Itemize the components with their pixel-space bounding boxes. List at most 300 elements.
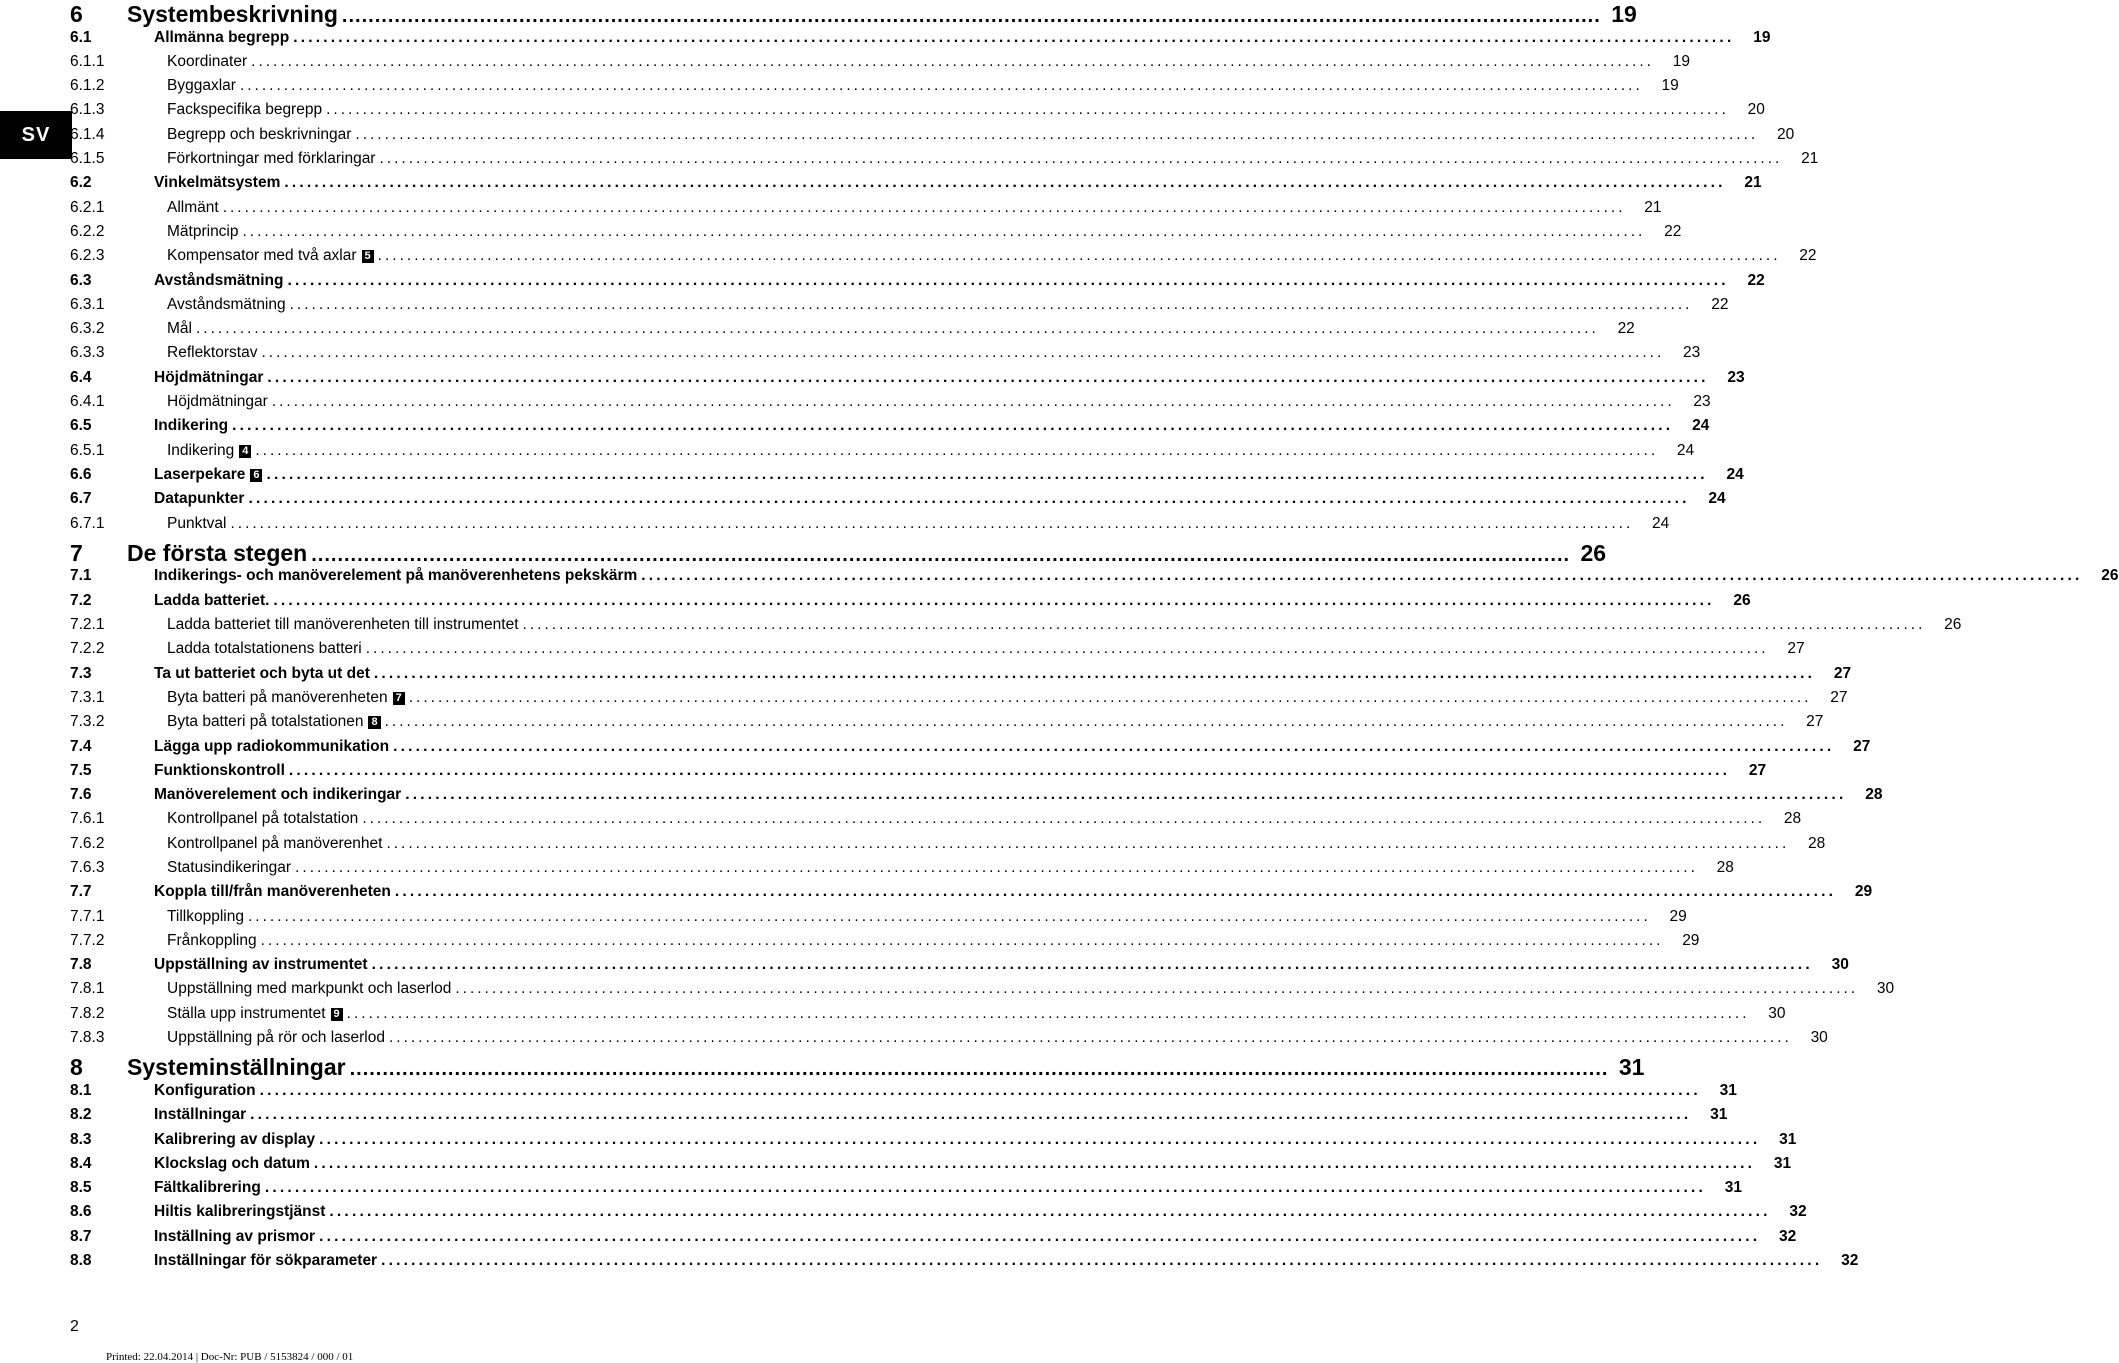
toc-entry[interactable] <box>70 1106 1728 1130</box>
toc-entry-page: 22 <box>1799 247 1817 265</box>
figure-reference-badge: 7 <box>393 692 405 705</box>
toc-leader-dots <box>355 126 1758 144</box>
toc-entry-number: 6.1.3 <box>70 101 105 119</box>
toc-entry-page: 23 <box>1727 368 1745 386</box>
toc-entry-number: 6.1.1 <box>70 52 105 70</box>
toc-entry-title <box>167 689 405 707</box>
toc-leader-dots <box>250 1106 1691 1124</box>
page-number: 2 <box>70 1318 79 1335</box>
toc-entry[interactable] <box>70 713 1824 737</box>
toc-entry-page: 24 <box>1708 490 1726 508</box>
toc-leader-dots <box>319 1228 1760 1246</box>
print-footer: Printed: 22.04.2014 | Doc-Nr: PUB / 5153824 / 000 / 01 <box>106 1351 354 1363</box>
toc-leader-dots <box>248 490 1689 508</box>
toc-entry-number: 6.5 <box>70 417 92 435</box>
toc-entry-page: 26 <box>1944 616 1962 634</box>
toc-entry-number: 6.5.1 <box>70 441 105 459</box>
toc-leader-dots <box>342 5 1601 28</box>
toc-entry-title-text: Ställa upp instrumentet <box>167 1004 326 1022</box>
toc-leader-dots <box>386 835 1789 853</box>
toc-entry-title-text: Koppla till/från manöverenheten <box>154 883 391 901</box>
toc-entry-number: 7.2 <box>70 591 92 609</box>
toc-entry[interactable] <box>70 52 1690 77</box>
toc-entry-number: 7.3 <box>70 664 92 682</box>
toc-entry[interactable] <box>70 539 1607 568</box>
toc-entry[interactable] <box>70 490 1726 514</box>
toc-entry-number: 7.8 <box>70 956 92 974</box>
toc-entry-title <box>154 1203 325 1221</box>
toc-entry-title-text: Höjdmätningar <box>154 368 264 386</box>
toc-leader-dots <box>273 592 1714 610</box>
toc-leader-dots <box>329 1203 1770 1221</box>
toc-entry-page: 24 <box>1726 465 1744 483</box>
toc-entry-title-text: Frånkoppling <box>167 931 257 949</box>
toc-entry-number: 6.7.1 <box>70 514 105 532</box>
toc-entry-page: 31 <box>1773 1154 1792 1172</box>
toc-leader-dots <box>260 1082 1701 1100</box>
toc-entry-title <box>154 786 401 804</box>
toc-leader-dots <box>255 442 1658 460</box>
toc-entry-page: 32 <box>1789 1203 1807 1221</box>
toc-entry-title-text: Indikering <box>167 441 235 459</box>
toc-entry-page: 27 <box>1806 713 1824 731</box>
toc-leader-dots <box>347 1005 1750 1023</box>
toc-entry-title-text: Uppställning av instrumentet <box>154 956 368 974</box>
toc-entry[interactable] <box>70 1203 1807 1227</box>
toc-entry-title <box>154 417 228 435</box>
toc-entry-number: 6.2 <box>70 174 92 192</box>
toc-entry-number: 6.1.2 <box>70 77 105 95</box>
toc-entry[interactable] <box>70 514 1670 539</box>
toc-entry-title-text: Koordinater <box>167 52 248 70</box>
toc-entry-page: 22 <box>1711 295 1729 313</box>
toc-entry-page: 22 <box>1617 320 1635 338</box>
toc-leader-dots <box>267 369 1708 387</box>
toc-entry-title <box>167 932 257 950</box>
toc-entry-title <box>154 466 262 484</box>
toc-entry-number: 7.4 <box>70 737 92 755</box>
toc-entry-number: 8.1 <box>70 1081 92 1099</box>
toc-leader-dots <box>232 417 1673 435</box>
toc-entry-number: 8.6 <box>70 1203 92 1221</box>
toc-entry[interactable] <box>70 883 1873 907</box>
toc-entry-title <box>127 540 307 567</box>
toc-entry-title-text: Mål <box>167 320 192 338</box>
toc-entry-title <box>127 1 338 28</box>
toc-entry-title-text: Allmänt <box>167 198 219 216</box>
toc-entry[interactable] <box>70 320 1635 344</box>
toc-entry-number: 6.6 <box>70 465 92 483</box>
toc-entry-title <box>167 126 351 144</box>
toc-leader-dots <box>272 393 1675 411</box>
toc-entry-title <box>167 835 382 853</box>
toc-entry-page: 32 <box>1779 1227 1797 1245</box>
toc-entry-number: 7.6.2 <box>70 834 105 852</box>
toc-entry[interactable] <box>70 931 1700 956</box>
toc-leader-dots <box>405 786 1846 804</box>
toc-entry-title <box>167 344 257 362</box>
toc-entry-title-text: Ladda batteriet. <box>154 591 270 609</box>
toc-leader-dots <box>261 344 1664 362</box>
toc-entry[interactable] <box>70 688 1848 713</box>
toc-leader-dots <box>362 810 1765 828</box>
toc-entry[interactable] <box>70 247 1817 271</box>
toc-leader-dots <box>248 908 1651 926</box>
toc-entry[interactable] <box>70 761 1767 786</box>
toc-entry[interactable] <box>70 28 1771 53</box>
toc-entry-page: 30 <box>1768 1004 1786 1022</box>
toc-entry-number: 7.7 <box>70 883 92 901</box>
toc-entry-page: 24 <box>1676 441 1695 459</box>
toc-entry-page: 31 <box>1719 1081 1737 1099</box>
toc-entry-title-text: Klockslag och datum <box>154 1154 310 1172</box>
toc-entry-title-text: Punktval <box>167 514 227 532</box>
toc-entry-number: 8.5 <box>70 1179 92 1197</box>
toc-entry-title <box>167 980 451 998</box>
toc-entry-title-text: Datapunkter <box>154 490 245 508</box>
toc-entry[interactable] <box>70 441 1695 466</box>
toc-entry-number: 6.1.5 <box>70 150 105 168</box>
toc-entry-page: 29 <box>1854 883 1873 901</box>
toc-entry-number: 6.1 <box>70 28 92 46</box>
toc-entry[interactable] <box>70 737 1871 762</box>
toc-entry-title-text: Laserpekare <box>154 465 246 483</box>
toc-leader-dots <box>295 859 1698 877</box>
toc-entry-title-text: Ladda totalstationens batteri <box>167 640 362 658</box>
toc-entry-title-text: Avståndsmätning <box>154 271 284 289</box>
toc-entry-page: 21 <box>1801 150 1819 168</box>
toc-entry[interactable] <box>70 1227 1797 1252</box>
toc-entry[interactable] <box>70 125 1795 150</box>
toc-leader-dots <box>319 1131 1760 1149</box>
toc-entry[interactable] <box>70 1004 1786 1029</box>
toc-leader-dots <box>290 296 1693 314</box>
toc-entry[interactable] <box>70 465 1744 490</box>
toc-entry-title-text: Inställningar för sökparameter <box>154 1252 378 1270</box>
toc-leader-dots <box>289 762 1730 780</box>
toc-entry-title <box>154 592 269 610</box>
toc-entry-number: 6.2.1 <box>70 198 105 216</box>
toc-entry-page: 27 <box>1830 688 1848 706</box>
toc-entry-title-text: Ladda batteriet till manöverenheten till instrumentet <box>167 616 519 634</box>
toc-entry-title-text: Konfiguration <box>154 1081 256 1099</box>
toc-entry-title <box>167 442 251 460</box>
toc-entry-number: 6.3.2 <box>70 320 105 338</box>
toc-entry-number: 8.8 <box>70 1252 92 1270</box>
toc-entry-page: 30 <box>1810 1029 1828 1047</box>
toc-entry-number: 7.8.3 <box>70 1029 105 1047</box>
toc-entry-number: 6.3.1 <box>70 295 105 313</box>
toc-entry-number: 7.8.2 <box>70 1004 105 1022</box>
toc-entry-title <box>154 174 280 192</box>
toc-entry-title <box>167 859 291 877</box>
toc-entry-title-text: Byta batteri på totalstationen <box>167 713 364 731</box>
toc-entry-number: 7.1 <box>70 567 92 585</box>
toc-entry-title <box>167 296 286 314</box>
toc-entry-number: 6.3 <box>70 271 92 289</box>
toc-entry-title-text: Inställningar <box>154 1106 247 1124</box>
toc-entry-title-text: Kontrollpanel på manöverenhet <box>167 834 383 852</box>
toc-entry-page: 28 <box>1808 834 1826 852</box>
table-of-contents <box>70 0 2119 1276</box>
toc-entry-title <box>154 1082 256 1100</box>
toc-leader-dots <box>240 77 1643 95</box>
toc-leader-dots <box>284 174 1725 192</box>
toc-entry[interactable] <box>70 77 1679 101</box>
toc-entry-title-text: Avståndsmätning <box>167 295 286 313</box>
toc-entry-title-text: Inställning av prismor <box>154 1227 316 1245</box>
toc-entry-page: 28 <box>1865 786 1883 804</box>
toc-entry-page: 23 <box>1693 393 1711 411</box>
toc-entry-title <box>154 738 389 756</box>
toc-leader-dots <box>389 1029 1792 1047</box>
toc-entry[interactable] <box>70 980 1895 1004</box>
toc-entry[interactable] <box>70 271 1765 296</box>
toc-entry-title-text: Systeminställningar <box>127 1054 346 1081</box>
toc-entry-title <box>167 515 226 533</box>
toc-entry-title <box>167 616 519 634</box>
toc-entry-title-text: Uppställning på rör och laserlod <box>167 1029 385 1047</box>
toc-entry-page: 29 <box>1669 907 1687 925</box>
toc-entry[interactable] <box>70 907 1687 932</box>
figure-reference-badge: 8 <box>368 716 380 729</box>
toc-leader-dots <box>374 665 1815 683</box>
toc-leader-dots <box>326 101 1729 119</box>
toc-leader-dots <box>641 567 2082 585</box>
toc-entry[interactable] <box>70 616 1962 640</box>
toc-entry[interactable] <box>70 1081 1737 1106</box>
figure-reference-badge: 5 <box>362 250 374 263</box>
toc-entry[interactable] <box>70 174 1762 198</box>
toc-leader-dots <box>385 713 1788 731</box>
toc-entry[interactable] <box>70 198 1662 223</box>
toc-entry-title-text: Indikerings- och manöverelement på manöverenhetens pekskärm <box>154 567 638 585</box>
toc-entry-title <box>167 150 375 168</box>
toc-entry-page: 27 <box>1833 664 1852 682</box>
toc-entry-title-text: Begrepp och beskrivningar <box>167 125 352 143</box>
toc-entry[interactable] <box>70 834 1826 859</box>
toc-entry-title <box>154 369 263 387</box>
toc-entry-page: 30 <box>1831 956 1849 974</box>
toc-entry-title <box>154 1252 377 1270</box>
toc-entry-page: 27 <box>1748 761 1767 779</box>
toc-entry[interactable] <box>70 567 2119 591</box>
toc-entry[interactable] <box>70 1 1637 29</box>
toc-entry-number: 6 <box>70 1 83 27</box>
toc-entry-number: 7.2.1 <box>70 616 105 634</box>
toc-entry-page: 31 <box>1618 1054 1645 1081</box>
toc-entry-title-text: Byta batteri på manöverenheten <box>167 688 388 706</box>
toc-entry[interactable] <box>70 1154 1792 1179</box>
toc-entry[interactable] <box>70 956 1849 980</box>
toc-entry-page: 28 <box>1783 810 1802 828</box>
toc-entry-title <box>167 247 374 265</box>
toc-entry-title <box>154 1106 246 1124</box>
toc-entry[interactable] <box>70 1252 1859 1276</box>
toc-entry-title-text: Mätprincip <box>167 222 239 240</box>
toc-leader-dots <box>266 466 1707 484</box>
toc-entry-page: 22 <box>1747 271 1765 289</box>
toc-entry-page: 30 <box>1876 980 1895 998</box>
toc-entry-title <box>154 1131 315 1149</box>
toc-leader-dots <box>379 150 1782 168</box>
toc-entry-title-text: Kalibrering av display <box>154 1130 316 1148</box>
toc-leader-dots <box>287 272 1728 290</box>
toc-entry-number: 8 <box>70 1054 83 1081</box>
toc-entry[interactable] <box>70 101 1765 125</box>
toc-leader-dots <box>372 956 1813 974</box>
toc-entry-title <box>167 199 219 217</box>
toc-entry-page: 31 <box>1779 1130 1797 1148</box>
toc-entry-number: 7.6 <box>70 786 92 804</box>
toc-entry-page: 24 <box>1692 417 1710 435</box>
toc-entry-title-text: Manöverelement och indikeringar <box>154 786 402 804</box>
toc-entry-page: 21 <box>1644 198 1662 216</box>
toc-entry[interactable] <box>70 1130 1797 1155</box>
toc-entry-page: 32 <box>1841 1252 1859 1270</box>
toc-entry-page: 20 <box>1776 125 1795 143</box>
toc-entry-title <box>167 1005 343 1023</box>
toc-entry-title <box>154 567 637 585</box>
toc-entry-page: 23 <box>1683 344 1701 362</box>
toc-entry-title <box>167 101 322 119</box>
toc-entry[interactable] <box>70 591 1751 616</box>
toc-entry-title-text: Funktionskontroll <box>154 761 285 779</box>
toc-entry-title <box>167 640 362 658</box>
toc-leader-dots <box>523 616 1926 634</box>
toc-entry[interactable] <box>70 417 1710 441</box>
toc-entry-title <box>154 1179 261 1197</box>
toc-leader-dots <box>314 1155 1755 1173</box>
toc-entry-number: 6.1.4 <box>70 125 105 143</box>
toc-entry-title-text: Fackspecifika begrepp <box>167 101 323 119</box>
toc-entry-title <box>167 223 239 241</box>
toc-entry-title-text: Fältkalibrering <box>154 1179 261 1197</box>
toc-entry-title <box>167 1029 385 1047</box>
toc-entry-title-text: Reflektorstav <box>167 344 258 362</box>
toc-leader-dots <box>230 515 1633 533</box>
toc-entry-number: 7.7.2 <box>70 931 105 949</box>
toc-entry-number: 6.2.3 <box>70 247 105 265</box>
toc-entry-page: 19 <box>1661 77 1679 95</box>
toc-entry-number: 6.4.1 <box>70 393 105 411</box>
toc-entry-page: 28 <box>1716 858 1734 876</box>
toc-entry[interactable] <box>70 640 1805 664</box>
toc-entry-title-text: Lägga upp radiokommunikation <box>154 737 390 755</box>
toc-entry-number: 8.3 <box>70 1130 92 1148</box>
toc-leader-dots <box>223 199 1626 217</box>
toc-entry-page: 20 <box>1747 101 1765 119</box>
toc-entry[interactable] <box>70 786 1883 810</box>
toc-entry[interactable] <box>70 1054 1645 1082</box>
toc-entry-title <box>127 1054 346 1081</box>
toc-leader-dots <box>311 544 1570 567</box>
toc-entry-page: 27 <box>1787 640 1805 658</box>
toc-entry[interactable] <box>70 393 1711 417</box>
toc-entry-number: 6.3.3 <box>70 344 105 362</box>
toc-entry-title <box>154 1228 315 1246</box>
toc-entry-title <box>167 713 381 731</box>
toc-leader-dots <box>378 247 1781 265</box>
toc-entry-title <box>167 320 192 338</box>
toc-entry-page: 31 <box>1724 1179 1743 1197</box>
toc-entry-title-text: Kontrollpanel på totalstation <box>167 810 359 828</box>
toc-leader-dots <box>293 29 1734 47</box>
toc-entry-page: 26 <box>1580 539 1607 566</box>
toc-entry-title-text: Förkortningar med förklaringar <box>167 150 376 168</box>
toc-entry-number: 6.7 <box>70 490 92 508</box>
figure-reference-badge: 6 <box>250 469 262 482</box>
toc-entry-title <box>167 393 268 411</box>
toc-entry[interactable] <box>70 664 1852 689</box>
toc-entry-title <box>154 29 289 47</box>
toc-leader-dots <box>393 738 1834 756</box>
toc-entry-title-text: Uppställning med markpunkt och laserlod <box>167 980 452 998</box>
language-tab: SV <box>0 111 72 159</box>
toc-leader-dots <box>350 1058 1609 1081</box>
toc-entry-number: 6.4 <box>70 368 92 386</box>
toc-entry-number: 7.7.1 <box>70 907 105 925</box>
toc-entry[interactable] <box>70 150 1819 174</box>
toc-entry-page: 24 <box>1652 514 1670 532</box>
toc-entry[interactable] <box>70 222 1682 247</box>
toc-entry-page: 26 <box>2101 567 2119 585</box>
toc-entry-number: 7.2.2 <box>70 640 105 658</box>
toc-entry-page: 27 <box>1853 737 1871 755</box>
toc-entry-title-text: Hiltis kalibreringstjänst <box>154 1203 326 1221</box>
toc-entry-number: 7 <box>70 539 83 566</box>
toc-entry[interactable] <box>70 368 1745 393</box>
toc-entry-title-text: Ta ut batteriet och byta ut det <box>154 664 370 682</box>
figure-reference-badge: 4 <box>239 445 251 458</box>
toc-entry-number: 8.2 <box>70 1106 92 1124</box>
toc-entry-number: 8.7 <box>70 1227 92 1245</box>
toc-entry-title <box>167 810 358 828</box>
toc-entry-title-text: Vinkelmätsystem <box>154 174 281 192</box>
toc-entry-title <box>154 665 370 683</box>
toc-entry[interactable] <box>70 810 1802 834</box>
toc-entry-title <box>154 956 368 974</box>
toc-entry-number: 7.8.1 <box>70 980 105 998</box>
toc-entry[interactable] <box>70 1029 1828 1053</box>
toc-entry-page: 26 <box>1733 591 1751 609</box>
toc-entry-title <box>154 272 283 290</box>
toc-entry[interactable] <box>70 344 1701 368</box>
figure-reference-badge: 9 <box>331 1008 343 1021</box>
toc-leader-dots <box>455 980 1858 998</box>
toc-entry-page: 19 <box>1611 1 1637 27</box>
toc-leader-dots <box>395 883 1836 901</box>
toc-entry[interactable] <box>70 858 1734 883</box>
toc-leader-dots <box>381 1252 1822 1270</box>
toc-entry-page: 31 <box>1710 1106 1728 1124</box>
toc-entry-page: 22 <box>1664 222 1682 240</box>
toc-entry-number: 6.2.2 <box>70 222 105 240</box>
toc-entry-title <box>154 1155 310 1173</box>
toc-entry-number: 7.3.2 <box>70 713 105 731</box>
toc-entry-page: 19 <box>1672 52 1690 70</box>
toc-leader-dots <box>409 689 1812 707</box>
toc-entry-number: 7.6.3 <box>70 858 105 876</box>
toc-entry-number: 8.4 <box>70 1154 92 1172</box>
toc-entry-title-text: Systembeskrivning <box>127 1 338 27</box>
toc-entry[interactable] <box>70 1179 1743 1203</box>
toc-leader-dots <box>265 1179 1706 1197</box>
toc-entry-number: 7.6.1 <box>70 810 105 828</box>
toc-entry-title-text: Kompensator med två axlar <box>167 247 357 265</box>
toc-entry[interactable] <box>70 295 1729 320</box>
toc-entry-number: 7.3.1 <box>70 688 105 706</box>
